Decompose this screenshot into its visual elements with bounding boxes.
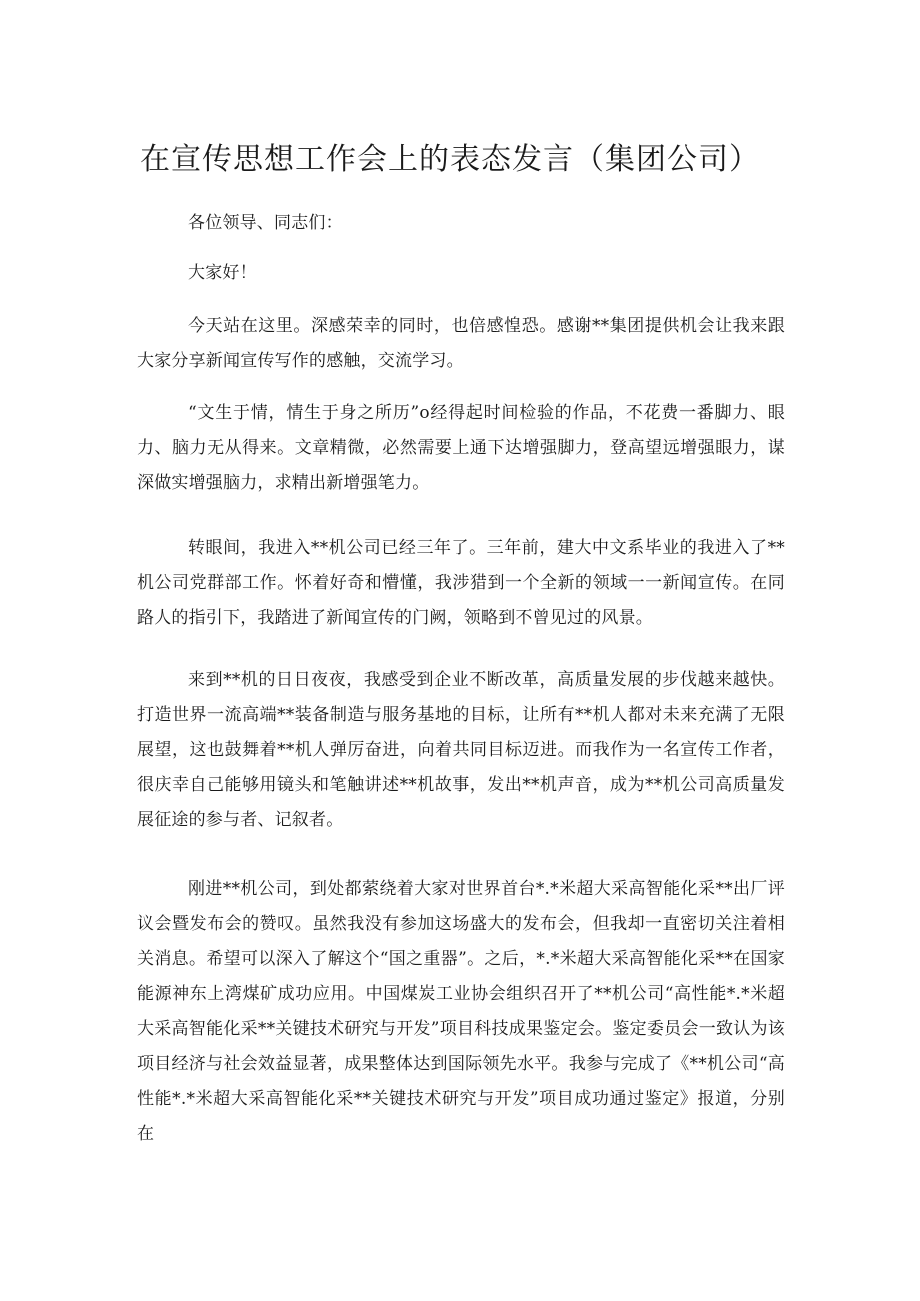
paragraph: 来到**机的日日夜夜，我感受到企业不断改革，高质量发展的步伐越来越快。打造世界一流高端**装备制造与服务基地的目标，让所有**机人都对未来充满了无限展望，这也鼓舞着**机人弹厉奋进，向着共同目标迈进。而我作为一名宣传工作者，很庆幸自己能够用镜头和笔触讲述**机故事，发出**机声音，成为**机公司高质量发展征途的参与者、记叙者。 [137,670,785,830]
greeting-line: 大家好！ [188,263,257,283]
paragraph: 今天站在这里。深感荣幸的同时，也倍感惶恐。感谢**集团提供机会让我来跟大家分享新闻宣传写作的感触，交流学习。 [137,316,785,371]
paragraph: “文生于情，情生于身之所历”o经得起时间检验的作品，不花费一番脚力、眼力、脑力无从得来。文章精微，必然需要上通下达增强脚力，登高望远增强眼力，谋深做实增强脑力，求精出新增强笔力。 [137,403,785,493]
salutation: 各位领导、同志们： [188,213,343,233]
paragraph: 转眼间，我进入**机公司已经三年了。三年前，建大中文系毕业的我进入了**机公司党群部工作。怀着好奇和懵懂，我涉猎到一个全新的领域一一新闻宣传。在同路人的指引下，我踏进了新闻宣传的门阙，领略到不曾见过的风景。 [137,538,785,628]
document-title: 在宣传思想工作会上的表态发言（集团公司） [140,142,760,177]
paragraph: 刚进**机公司，到处都萦绕着大家对世界首台*.*米超大采高智能化采**出厂评议会暨发布会的赞叹。虽然我没有参加这场盛大的发布会，但我却一直密切关注着相关消息。希望可以深入了解这个“国之重器”。之后，*.*米超大采高智能化采**在国家能源神东上湾煤矿成功应用。中国煤炭工业协会组织召开了**机公司“高性能*.*米超大采高智能化采**关键技术研究与开发”项目科技成果鉴定会。鉴定委员会一致认为该项目经济与社会效益显著，成果整体达到国际领先水平。我参与完成了《**机公司“高性能*.*米超大采高智能化采**关键技术研究与开发”项目成功通过鉴定》报道，分别在 [137,879,785,1144]
